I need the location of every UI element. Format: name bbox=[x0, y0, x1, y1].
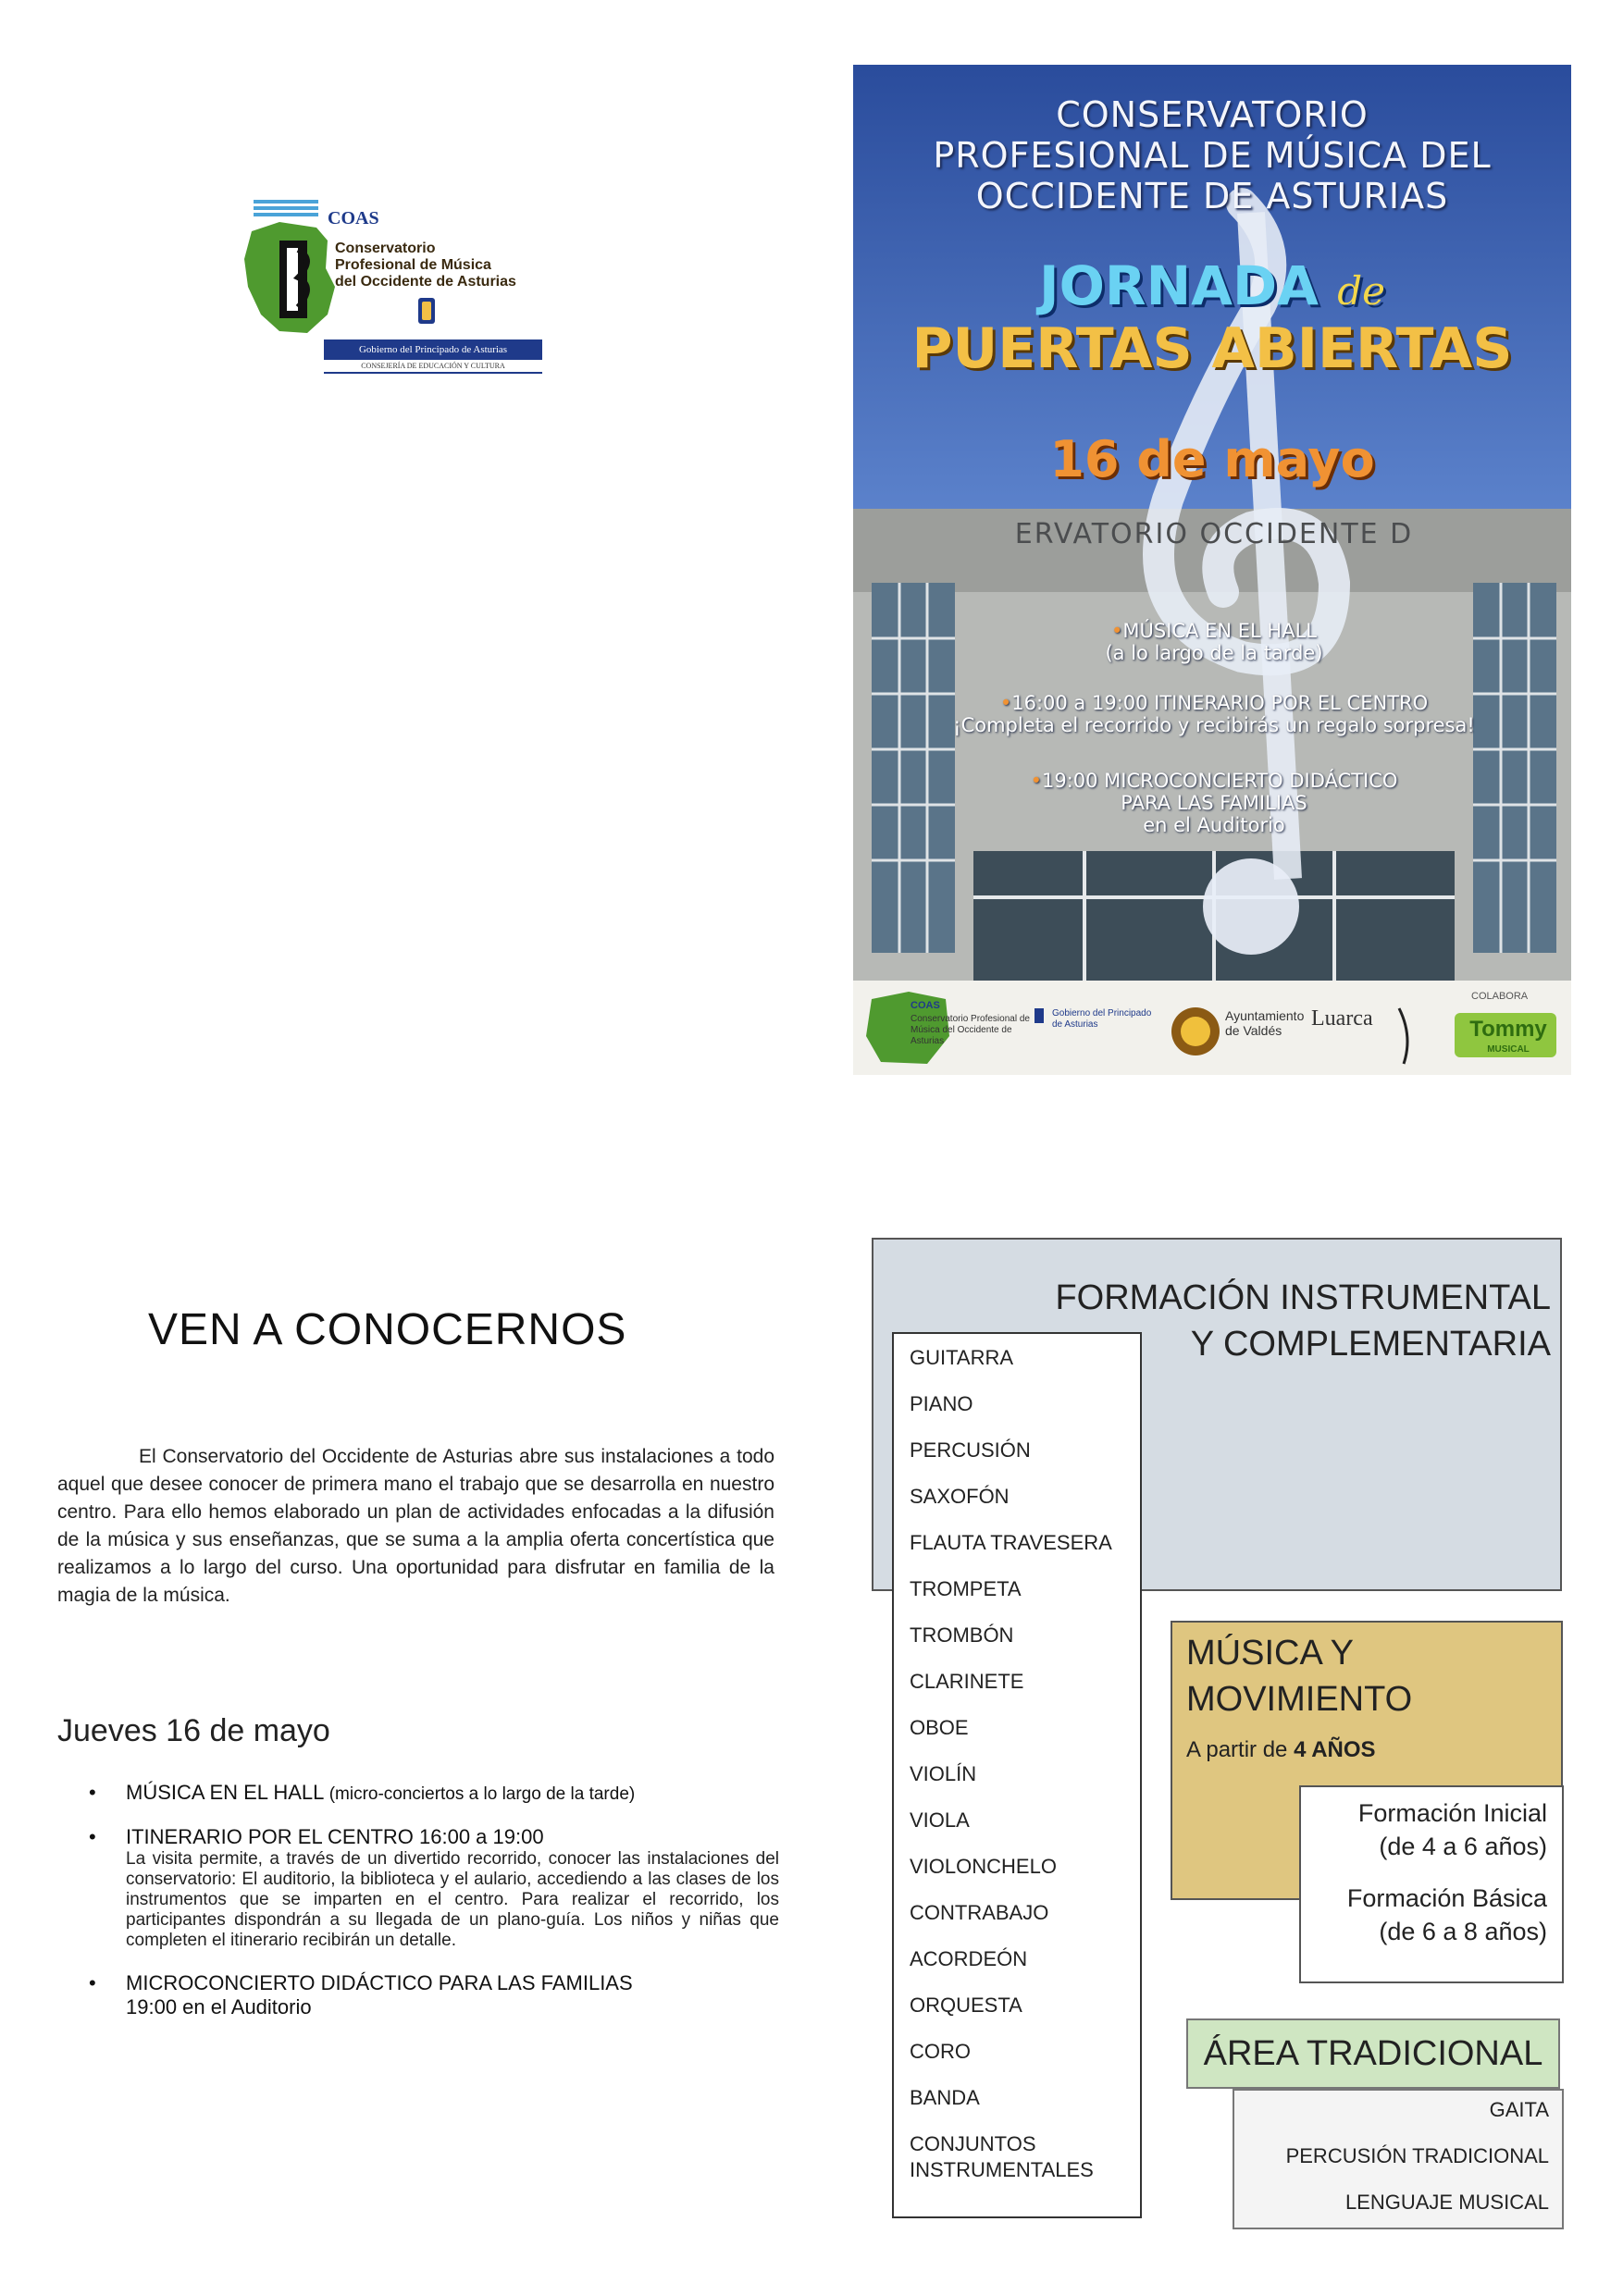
formacion-basica-ages: (de 6 a 8 años) bbox=[1379, 1918, 1547, 1945]
poster-act1-note: (a lo largo de la tarde) bbox=[1105, 642, 1323, 664]
activity-hall-title: MÚSICA EN EL HALL bbox=[126, 1781, 324, 1804]
instrument-item: FLAUTA TRAVESERA bbox=[910, 1531, 1112, 1554]
poster-act3-line3: en el Auditorio bbox=[1143, 814, 1285, 836]
open-day-poster bbox=[853, 65, 1571, 1075]
instrument-item: ACORDEÓN bbox=[910, 1947, 1028, 1970]
formacion-basica-label: Formación Básica bbox=[1346, 1884, 1547, 1912]
formacion-inicial-ages: (de 4 a 6 años) bbox=[1379, 1833, 1547, 1860]
instruments-list bbox=[892, 1332, 1142, 2218]
trad-item: LENGUAJE MUSICAL bbox=[1344, 2191, 1549, 2214]
activity-itinerary-desc: La visita permite, a través de un divertido recorrido, conocer las instalaciones del conservatorio: El auditorio, la biblioteca y el aulario, accediendo a las clases de los instrumentos que se imparten en el centro. Para realizar el recorrido, los participantes dispondrán a su llegada de un plano-guía. Los niños y niñas que completen el itinerario recibirán un detalle. bbox=[126, 1849, 779, 1950]
poster-act2-title: 16:00 a 19:00 ITINERARIO POR EL CENTRO bbox=[1011, 692, 1429, 714]
instrument-item: VIOLONCHELO bbox=[910, 1855, 1057, 1878]
instrument-item: VIOLÍN bbox=[910, 1762, 977, 1785]
formacion-heading-line-2: Y COMPLEMENTARIA bbox=[1190, 1325, 1551, 1364]
activities-list bbox=[57, 1781, 779, 2040]
activity-item-hall bbox=[57, 1781, 779, 1805]
activity-concert-time: 19:00 en el Auditorio bbox=[126, 1995, 312, 2018]
instrument-item: TROMPETA bbox=[910, 1577, 1022, 1600]
musica-movimiento-heading bbox=[1186, 1630, 1412, 1722]
building-sign: ERVATORIO OCCIDENTE D bbox=[1014, 518, 1414, 550]
poster-title-line-3: OCCIDENTE DE ASTURIAS bbox=[975, 176, 1449, 216]
sponsor-colabora: COLABORA bbox=[1471, 991, 1529, 1002]
mm-age-prefix: A partir de bbox=[1186, 1737, 1295, 1762]
poster-title-line-1: CONSERVATORIO bbox=[1056, 94, 1369, 135]
poster-activity-concert: •19:00 MICROCONCIERTO DIDÁCTICO PARA LAS FAMILIAS en el Auditorio bbox=[918, 770, 1510, 836]
poster-act3-title: 19:00 MICROCONCIERTO DIDÁCTICO bbox=[1041, 770, 1398, 792]
coas-logo bbox=[242, 194, 557, 379]
instrument-item: PERCUSIÓN bbox=[910, 1438, 1031, 1462]
poster-date: 16 de mayo bbox=[1049, 430, 1375, 488]
poster-activity-itinerary: •16:00 a 19:00 ITINERARIO POR EL CENTRO ¡Completa el recorrido y recibirás un regalo sorpresa! bbox=[918, 692, 1510, 736]
mm-age-value: 4 AÑOS bbox=[1294, 1737, 1376, 1762]
instrument-item: VIOLA bbox=[910, 1808, 970, 1832]
poster-jornada-text: JORNADA bbox=[1039, 254, 1319, 317]
ven-a-conocernos-heading: VEN A CONOCERNOS bbox=[148, 1305, 627, 1354]
sponsor-coas-text: Conservatorio Profesional de Música del Occidente de Asturias bbox=[911, 1014, 1030, 1046]
date-heading: Jueves 16 de mayo bbox=[57, 1713, 330, 1748]
logo-line-3: del Occidente de Asturias bbox=[335, 274, 516, 290]
logo-line-1: Conservatorio bbox=[335, 241, 436, 256]
trad-item: PERCUSIÓN TRADICIONAL bbox=[1285, 2144, 1549, 2167]
sponsor-luarca: Luarca bbox=[1311, 1006, 1373, 1031]
mm-heading-line-2: MOVIMIENTO bbox=[1186, 1680, 1413, 1719]
poster-jornada bbox=[853, 254, 1571, 317]
instrument-item: CORO bbox=[910, 2040, 971, 2063]
formacion-inicial bbox=[1358, 1796, 1547, 1863]
poster-activity-hall: •MÚSICA EN EL HALL (a lo largo de la tarde) bbox=[918, 620, 1510, 664]
intro-paragraph: El Conservatorio del Occidente de Asturias abre sus instalaciones a todo aquel que desee conocer de primera mano el trabajo que se desarrolla en nuestro centro. Para ello hemos elaborado un plan de actividades enfocadas a la difusión de la música y sus enseñanzas, que se suma a la amplia oferta concertística que realizamos a lo largo del curso. Una oportunidad para disfrutar en familia de la magia de la música. bbox=[57, 1446, 774, 1606]
sponsor-tommy: Tommy bbox=[1469, 1017, 1547, 1042]
sponsor-ayuntamiento: Ayuntamiento de Valdés bbox=[1225, 1008, 1305, 1038]
logo-org-name bbox=[335, 241, 516, 290]
instrument-item: ORQUESTA bbox=[910, 1994, 1022, 2017]
poster-act2-note: ¡Completa el recorrido y recibirás un regalo sorpresa! bbox=[953, 714, 1475, 736]
poster-act1-title: MÚSICA EN EL HALL bbox=[1122, 620, 1317, 642]
activity-concert-title: • MICROCONCIERTO DIDÁCTICO PARA LAS FAMILIAS bbox=[126, 1971, 633, 1994]
activity-itinerary-title: ITINERARIO POR EL CENTRO 16:00 a 19:00 bbox=[126, 1825, 544, 1848]
activity-item-concert bbox=[57, 1971, 779, 2019]
instrument-item: CONJUNTOS INSTRUMENTALES bbox=[910, 2132, 1094, 2181]
sponsor-government: Gobierno del Principado de Asturias bbox=[1052, 1008, 1152, 1030]
activity-hall-note: (micro-conciertos a lo largo de la tarde) bbox=[328, 1784, 636, 1804]
logo-government: Gobierno del Principado de Asturias bbox=[324, 339, 542, 360]
instrument-item: CONTRABAJO bbox=[910, 1901, 1049, 1924]
instrument-item: CLARINETE bbox=[910, 1670, 1024, 1693]
logo-department: CONSEJERÍA DE EDUCACIÓN Y CULTURA bbox=[324, 362, 542, 374]
logo-acronym: COAS bbox=[328, 208, 379, 228]
area-tradicional-heading: ÁREA TRADICIONAL bbox=[1203, 2034, 1543, 2073]
instrument-item: PIANO bbox=[910, 1392, 973, 1415]
poster-title-line-2: PROFESIONAL DE MÚSICA DEL bbox=[933, 135, 1492, 176]
mm-heading-line-1: MÚSICA Y bbox=[1186, 1634, 1354, 1673]
poster-act3-line2: PARA LAS FAMILIAS bbox=[1121, 792, 1307, 814]
formacion-basica bbox=[1347, 1882, 1547, 1948]
instrument-item: SAXOFÓN bbox=[910, 1485, 1010, 1508]
logo-line-2: Profesional de Música bbox=[335, 257, 491, 273]
poster-de: de bbox=[1337, 268, 1385, 314]
musica-movimiento-age bbox=[1186, 1737, 1376, 1763]
poster-puertas-abiertas: PUERTAS ABIERTAS bbox=[911, 316, 1513, 381]
instrument-item: GUITARRA bbox=[910, 1346, 1014, 1369]
activity-item-itinerary bbox=[57, 1825, 779, 1951]
instrument-item: OBOE bbox=[910, 1716, 969, 1739]
instrument-item: BANDA bbox=[910, 2086, 980, 2109]
sponsor-coas-acronym: COAS bbox=[911, 1000, 940, 1011]
formacion-heading-line-1: FORMACIÓN INSTRUMENTAL bbox=[1055, 1278, 1551, 1317]
trad-item: GAITA bbox=[1489, 2098, 1549, 2121]
instrument-item: TROMBÓN bbox=[910, 1623, 1014, 1647]
sponsor-musical: MUSICAL bbox=[1487, 1044, 1530, 1055]
formacion-inicial-label: Formación Inicial bbox=[1357, 1799, 1547, 1827]
